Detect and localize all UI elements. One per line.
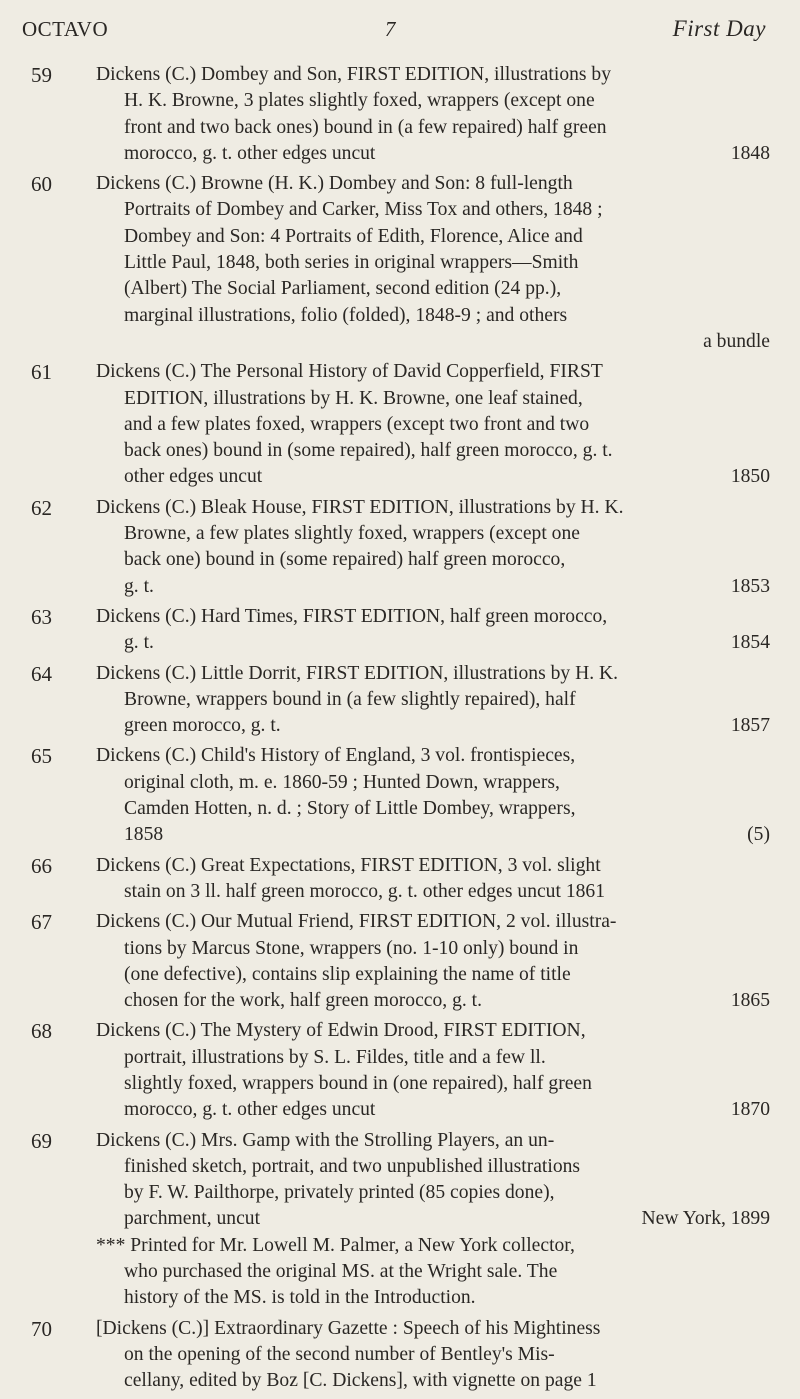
entry-line-text: Dickens (C.) Child's History of England, 3 vol. frontispieces, [96, 745, 576, 767]
entry-line-text: Dickens (C.) Mrs. Gamp with the Strolling Players, an un- [96, 1129, 555, 1151]
entry-line [96, 250, 770, 276]
entry-line-text: back ones) bound in (some repaired), half green morocco, g. t. [124, 440, 613, 462]
entry-line-text: Dombey and Son: 4 Portraits of Edith, Florence, Alice and [124, 225, 583, 247]
entry-line-text: by F. W. Pailthorpe, privately printed (85 copies done), [124, 1182, 555, 1204]
entry-line-text: history of the MS. is told in the Introduction. [124, 1287, 476, 1309]
entry-text [96, 743, 770, 848]
entry-text [96, 359, 770, 490]
entry-line [96, 1368, 770, 1394]
entry-line-text: (Albert) The Social Parliament, second edition (24 pp.), [124, 278, 562, 300]
entry-line [96, 438, 770, 464]
entry-line-text: [Dickens (C.)] Extraordinary Gazette : Speech of his Mightiness [96, 1317, 601, 1339]
entry-line [96, 62, 770, 88]
header-left: OCTAVO [22, 17, 109, 41]
entry-line [96, 1233, 770, 1259]
entry-line-text: Dickens (C.) The Personal History of David Copperfield, FIRST [96, 361, 603, 383]
entry-date: 1854 [730, 632, 770, 654]
entry-line [96, 796, 770, 822]
entry-line-text: chosen for the work, half green morocco, g. t. [124, 990, 483, 1012]
entry-line-text: slightly foxed, wrappers bound in (one repaired), half green [124, 1072, 592, 1094]
entry-date: 1865 [730, 990, 770, 1012]
entry-text [96, 171, 770, 355]
entry-line [96, 1045, 770, 1071]
entry-line-text: tions by Marcus Stone, wrappers (no. 1-10 only) bound in [124, 937, 579, 959]
entry-line [96, 171, 770, 197]
entry-line-text: Camden Hotten, n. d. ; Story of Little Dombey, wrappers, [124, 798, 576, 820]
entry-text [96, 495, 770, 600]
lot-number: 64 [31, 661, 52, 686]
catalogue-entry [0, 1128, 800, 1312]
entry-line [96, 879, 770, 905]
entry-line [96, 359, 770, 385]
entry-line-text: *** Printed for Mr. Lowell M. Palmer, a New York collector, [96, 1234, 575, 1256]
entry-line [96, 661, 770, 687]
entry-line-text: front and two back ones) bound in (a few repaired) half green [124, 116, 607, 138]
entry-date: 1853 [730, 575, 770, 597]
entry-line [96, 115, 770, 141]
entry-line [96, 521, 770, 547]
entry-line [96, 1285, 770, 1311]
entry-line [96, 547, 770, 573]
entry-date: New York, 1899 [641, 1208, 770, 1230]
header-page-number: 7 [384, 17, 396, 41]
entry-date: 1850 [730, 466, 770, 488]
entry-line-text: green morocco, g. t. [124, 715, 281, 737]
lot-number: 65 [31, 744, 52, 769]
entry-line [96, 687, 770, 713]
entry-line [96, 822, 770, 848]
entry-line-text: parchment, uncut [124, 1208, 261, 1230]
header-right: First Day [672, 16, 766, 41]
catalogue-entry [0, 743, 800, 848]
entry-line [96, 1071, 770, 1097]
entry-line [96, 464, 770, 490]
entry-line-text: marginal illustrations, folio (folded), 1848-9 ; and others [124, 304, 568, 326]
entry-line [96, 1259, 770, 1285]
entry-line-text: back one) bound in (some repaired) half green morocco, [124, 549, 566, 571]
catalogue-entry [0, 1018, 800, 1123]
entry-line [96, 1097, 770, 1123]
catalogue-entry [0, 495, 800, 600]
lot-number: 68 [31, 1019, 52, 1044]
catalogue-entry [0, 853, 800, 906]
entry-line [96, 197, 770, 223]
entry-line-text: Dickens (C.) The Mystery of Edwin Drood, FIRST EDITION, [96, 1020, 586, 1042]
catalogue-entry [0, 62, 800, 167]
entry-line-text: morocco, g. t. other edges uncut [124, 142, 376, 164]
entry-line-text: finished sketch, portrait, and two unpublished illustrations [124, 1155, 581, 1177]
entry-line-text: morocco, g. t. other edges uncut [124, 1099, 376, 1121]
entry-line [96, 141, 770, 167]
entry-line [96, 1018, 770, 1044]
entry-line-text: Portraits of Dombey and Carker, Miss Tox and others, 1848 ; [124, 199, 603, 221]
entry-line-text: cellany, edited by Boz [C. Dickens], with vignette on page 1 [124, 1370, 597, 1392]
entry-line-text: Dickens (C.) Dombey and Son, FIRST EDITION, illustrations by [96, 64, 612, 85]
entry-line [96, 988, 770, 1014]
entry-line-text: Dickens (C.) Browne (H. K.) Dombey and Son: 8 full-length [96, 173, 573, 195]
entry-line-text: Dickens (C.) Bleak House, FIRST EDITION, illustrations by H. K. [96, 496, 624, 518]
entry-line-text: H. K. Browne, 3 plates slightly foxed, wrappers (except one [124, 90, 595, 112]
entry-line [96, 329, 770, 355]
entry-line [96, 495, 770, 521]
catalogue-entry [0, 604, 800, 657]
entry-text [96, 604, 770, 657]
entry-line [96, 1128, 770, 1154]
entry-line-text: Dickens (C.) Hard Times, FIRST EDITION, half green morocco, [96, 605, 608, 627]
entry-line-text: and a few plates foxed, wrappers (except two front and two [124, 413, 590, 435]
entry-line [96, 1342, 770, 1368]
entry-line [96, 770, 770, 796]
entry-line [96, 1180, 770, 1206]
lot-number: 63 [31, 604, 52, 629]
entry-line [96, 88, 770, 114]
entry-line [96, 743, 770, 769]
catalogue-entry [0, 661, 800, 740]
entry-line-text: (one defective), contains slip explaining the name of title [124, 963, 571, 985]
entry-line [96, 386, 770, 412]
entry-text [96, 909, 770, 1014]
entry-line-text: g. t. [124, 632, 154, 654]
entry-line [96, 909, 770, 935]
entry-line [96, 936, 770, 962]
entry-line-text: stain on 3 ll. half green morocco, g. t. other edges uncut 1861 [124, 880, 606, 902]
entry-line-text: Browne, a few plates slightly foxed, wrappers (except one [124, 523, 580, 545]
entry-line-text: original cloth, m. e. 1860-59 ; Hunted Down, wrappers, [124, 771, 560, 793]
lot-number: 62 [31, 495, 52, 520]
entry-date: 1870 [730, 1099, 770, 1121]
lot-number: 67 [31, 910, 52, 935]
entry-line [96, 1206, 770, 1232]
entry-line-text: a bundle [703, 330, 770, 352]
entry-line [96, 303, 770, 329]
entry-date: 1857 [730, 715, 770, 737]
entry-text [96, 1316, 770, 1395]
entry-line [96, 630, 770, 656]
entry-line-text: Browne, wrappers bound in (a few slightly repaired), half [124, 688, 576, 710]
catalogue-entry [0, 171, 800, 355]
entry-line [96, 1154, 770, 1180]
lot-number: 60 [31, 172, 52, 197]
lot-number: 70 [31, 1316, 52, 1341]
entry-text [96, 661, 770, 740]
entry-line [96, 1316, 770, 1342]
lot-number: 61 [31, 360, 52, 385]
lot-number: 59 [31, 63, 52, 87]
entry-line [96, 713, 770, 739]
entry-line [96, 276, 770, 302]
entry-line [96, 604, 770, 630]
entry-text [96, 853, 770, 906]
entry-date: (5) [747, 824, 770, 846]
entry-date: 1848 [730, 142, 770, 164]
entry-line-text: 1858 [124, 824, 164, 846]
entry-text [96, 1018, 770, 1123]
catalogue-entry [0, 909, 800, 1014]
page-header [22, 16, 766, 42]
entry-line-text: Dickens (C.) Our Mutual Friend, FIRST EDITION, 2 vol. illustra- [96, 911, 617, 933]
lot-number: 69 [31, 1128, 52, 1153]
entry-line-text: Little Paul, 1848, both series in original wrappers—Smith [124, 252, 579, 274]
entry-line-text: Dickens (C.) Great Expectations, FIRST EDITION, 3 vol. slight [96, 854, 601, 876]
entry-line-text: other edges uncut [124, 466, 263, 488]
entry-line-text: who purchased the original MS. at the Wright sale. The [124, 1261, 558, 1283]
entry-text [96, 62, 770, 167]
lot-number: 66 [31, 853, 52, 878]
entry-line-text: Dickens (C.) Little Dorrit, FIRST EDITION, illustrations by H. K. [96, 662, 619, 684]
entry-line [96, 853, 770, 879]
entry-line-text: portrait, illustrations by S. L. Fildes, title and a few ll. [124, 1046, 546, 1068]
entry-line-text: on the opening of the second number of Bentley's Mis- [124, 1343, 555, 1365]
catalogue-entry [0, 359, 800, 490]
catalogue-entry [0, 1316, 800, 1395]
entry-line [96, 962, 770, 988]
entry-line [96, 224, 770, 250]
entry-text [96, 1128, 770, 1312]
entry-line [96, 412, 770, 438]
entry-line [96, 574, 770, 600]
entry-line-text: EDITION, illustrations by H. K. Browne, one leaf stained, [124, 387, 583, 409]
entry-line-text: g. t. [124, 575, 154, 597]
entry-list [0, 62, 800, 1399]
